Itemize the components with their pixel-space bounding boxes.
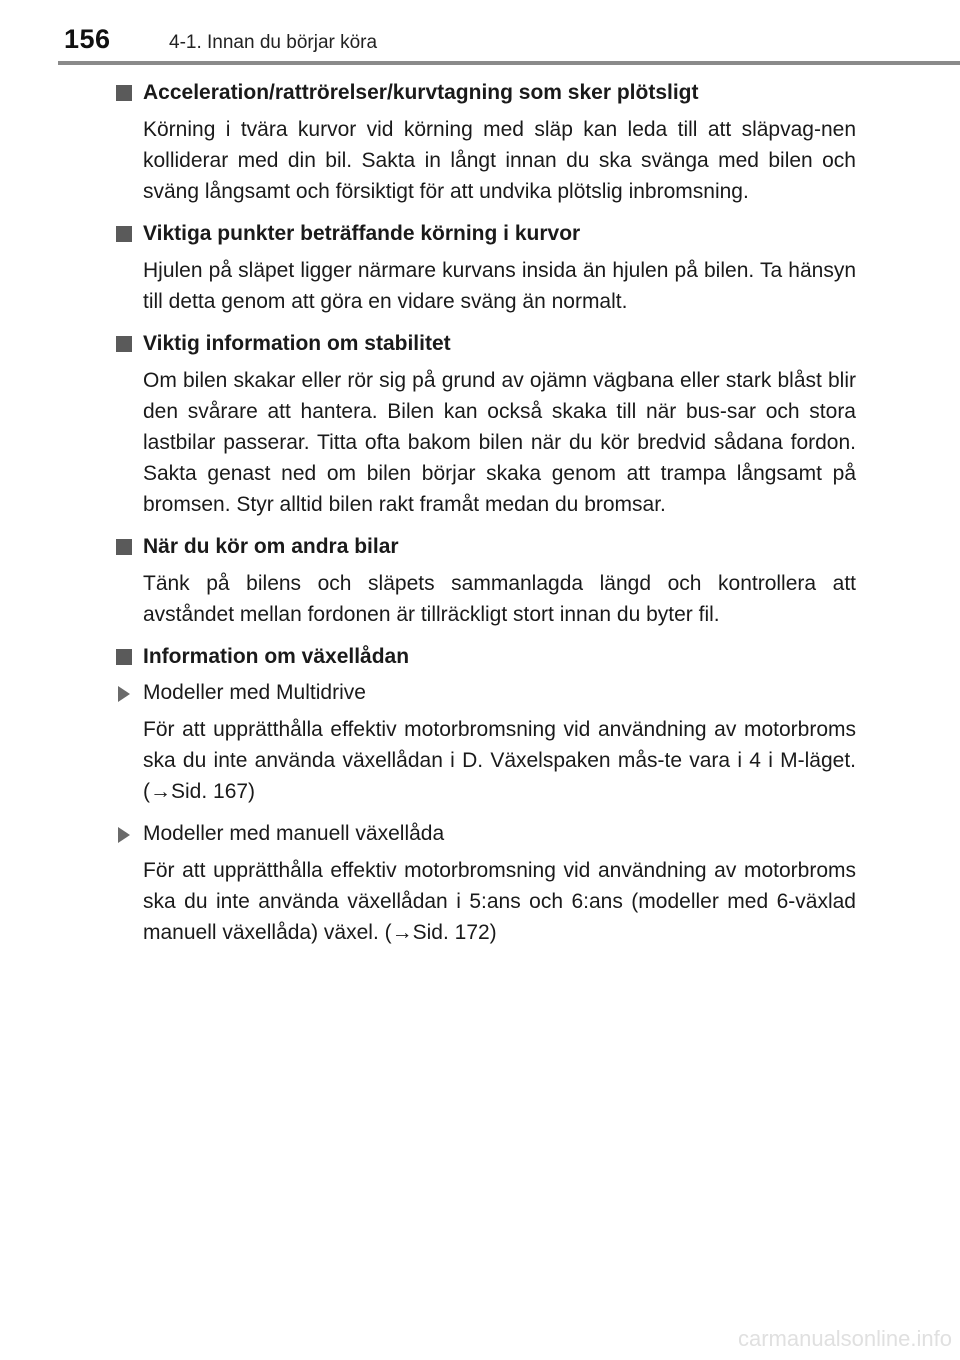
section-heading (113, 78, 856, 108)
subsection-heading-text: Modeller med manuell växellåda (143, 822, 445, 845)
square-bullet-icon (116, 85, 132, 101)
watermark: carmanualsonline.info (737, 1326, 952, 1351)
square-bullet-icon (116, 649, 132, 665)
square-bullet-icon (116, 336, 132, 352)
page-content (113, 78, 856, 960)
section-transmission (113, 642, 856, 948)
section-heading (113, 532, 856, 562)
square-bullet-icon (116, 226, 132, 242)
triangle-bullet-icon (118, 686, 130, 702)
subsection-heading (113, 819, 856, 849)
triangle-bullet-icon (118, 827, 130, 843)
section-heading (113, 642, 856, 672)
section-heading-text: Acceleration/rattrörelser/kurvtagning som sker plötsligt (143, 81, 699, 104)
breadcrumb: 4-1. Innan du börjar köra (169, 32, 378, 53)
section-heading (113, 219, 856, 249)
section-curves (113, 219, 856, 317)
page-number: 156 (64, 24, 111, 54)
section-stability (113, 329, 856, 520)
section-heading (113, 329, 856, 359)
section-acceleration (113, 78, 856, 207)
section-paragraph: Tänk på bilens och släpets sammanlagda längd och kontrollera att avståndet mellan fordonen är tillräckligt stort innan du byter fil. (143, 572, 856, 626)
subsection-heading-text: Modeller med Multidrive (143, 681, 366, 704)
subsection-paragraph: För att upprätthålla effektiv motorbromsning vid användning av motorbroms ska du inte använda växellådan i D. Växelspaken mås-te vara i 4 i M-läget. (→Sid. 167) (143, 718, 856, 803)
section-heading-text: Information om växellådan (143, 645, 410, 668)
section-heading-text: När du kör om andra bilar (143, 535, 399, 558)
page-header (0, 0, 960, 64)
section-paragraph: Körning i tvära kurvor vid körning med släp kan leda till att släpvag-nen kolliderar med din bil. Sakta in långt innan du ska svänga med bilen och sväng långsamt och försiktigt för att undvika plötslig inbromsning. (143, 118, 856, 203)
section-overtaking (113, 532, 856, 630)
section-paragraph: Hjulen på släpet ligger närmare kurvans insida än hjulen på bilen. Ta hänsyn till detta genom att göra en vidare sväng än normalt. (143, 259, 856, 313)
header-rule (58, 61, 960, 65)
section-paragraph: Om bilen skakar eller rör sig på grund av ojämn vägbana eller stark blåst blir den svårare att hantera. Bilen kan också skaka till när bus-sar och stora lastbilar passerar. Titta ofta bakom bilen när du kör bredvid sådana fordon. Sakta genast ned om bilen börjar skaka genom att trampa långsamt på bromsen. Styr alltid bilen rakt framåt medan du bromsar. (143, 369, 856, 516)
square-bullet-icon (116, 539, 132, 555)
section-heading-text: Viktiga punkter beträffande körning i kurvor (143, 222, 581, 245)
subsection-heading (113, 678, 856, 708)
section-heading-text: Viktig information om stabilitet (143, 332, 451, 355)
subsection-paragraph: För att upprätthålla effektiv motorbromsning vid användning av motorbroms ska du inte använda växellådan i 5:ans och 6:ans (modeller med 6-växlad manuell växellåda) växel. (→Sid. 172) (143, 859, 856, 944)
